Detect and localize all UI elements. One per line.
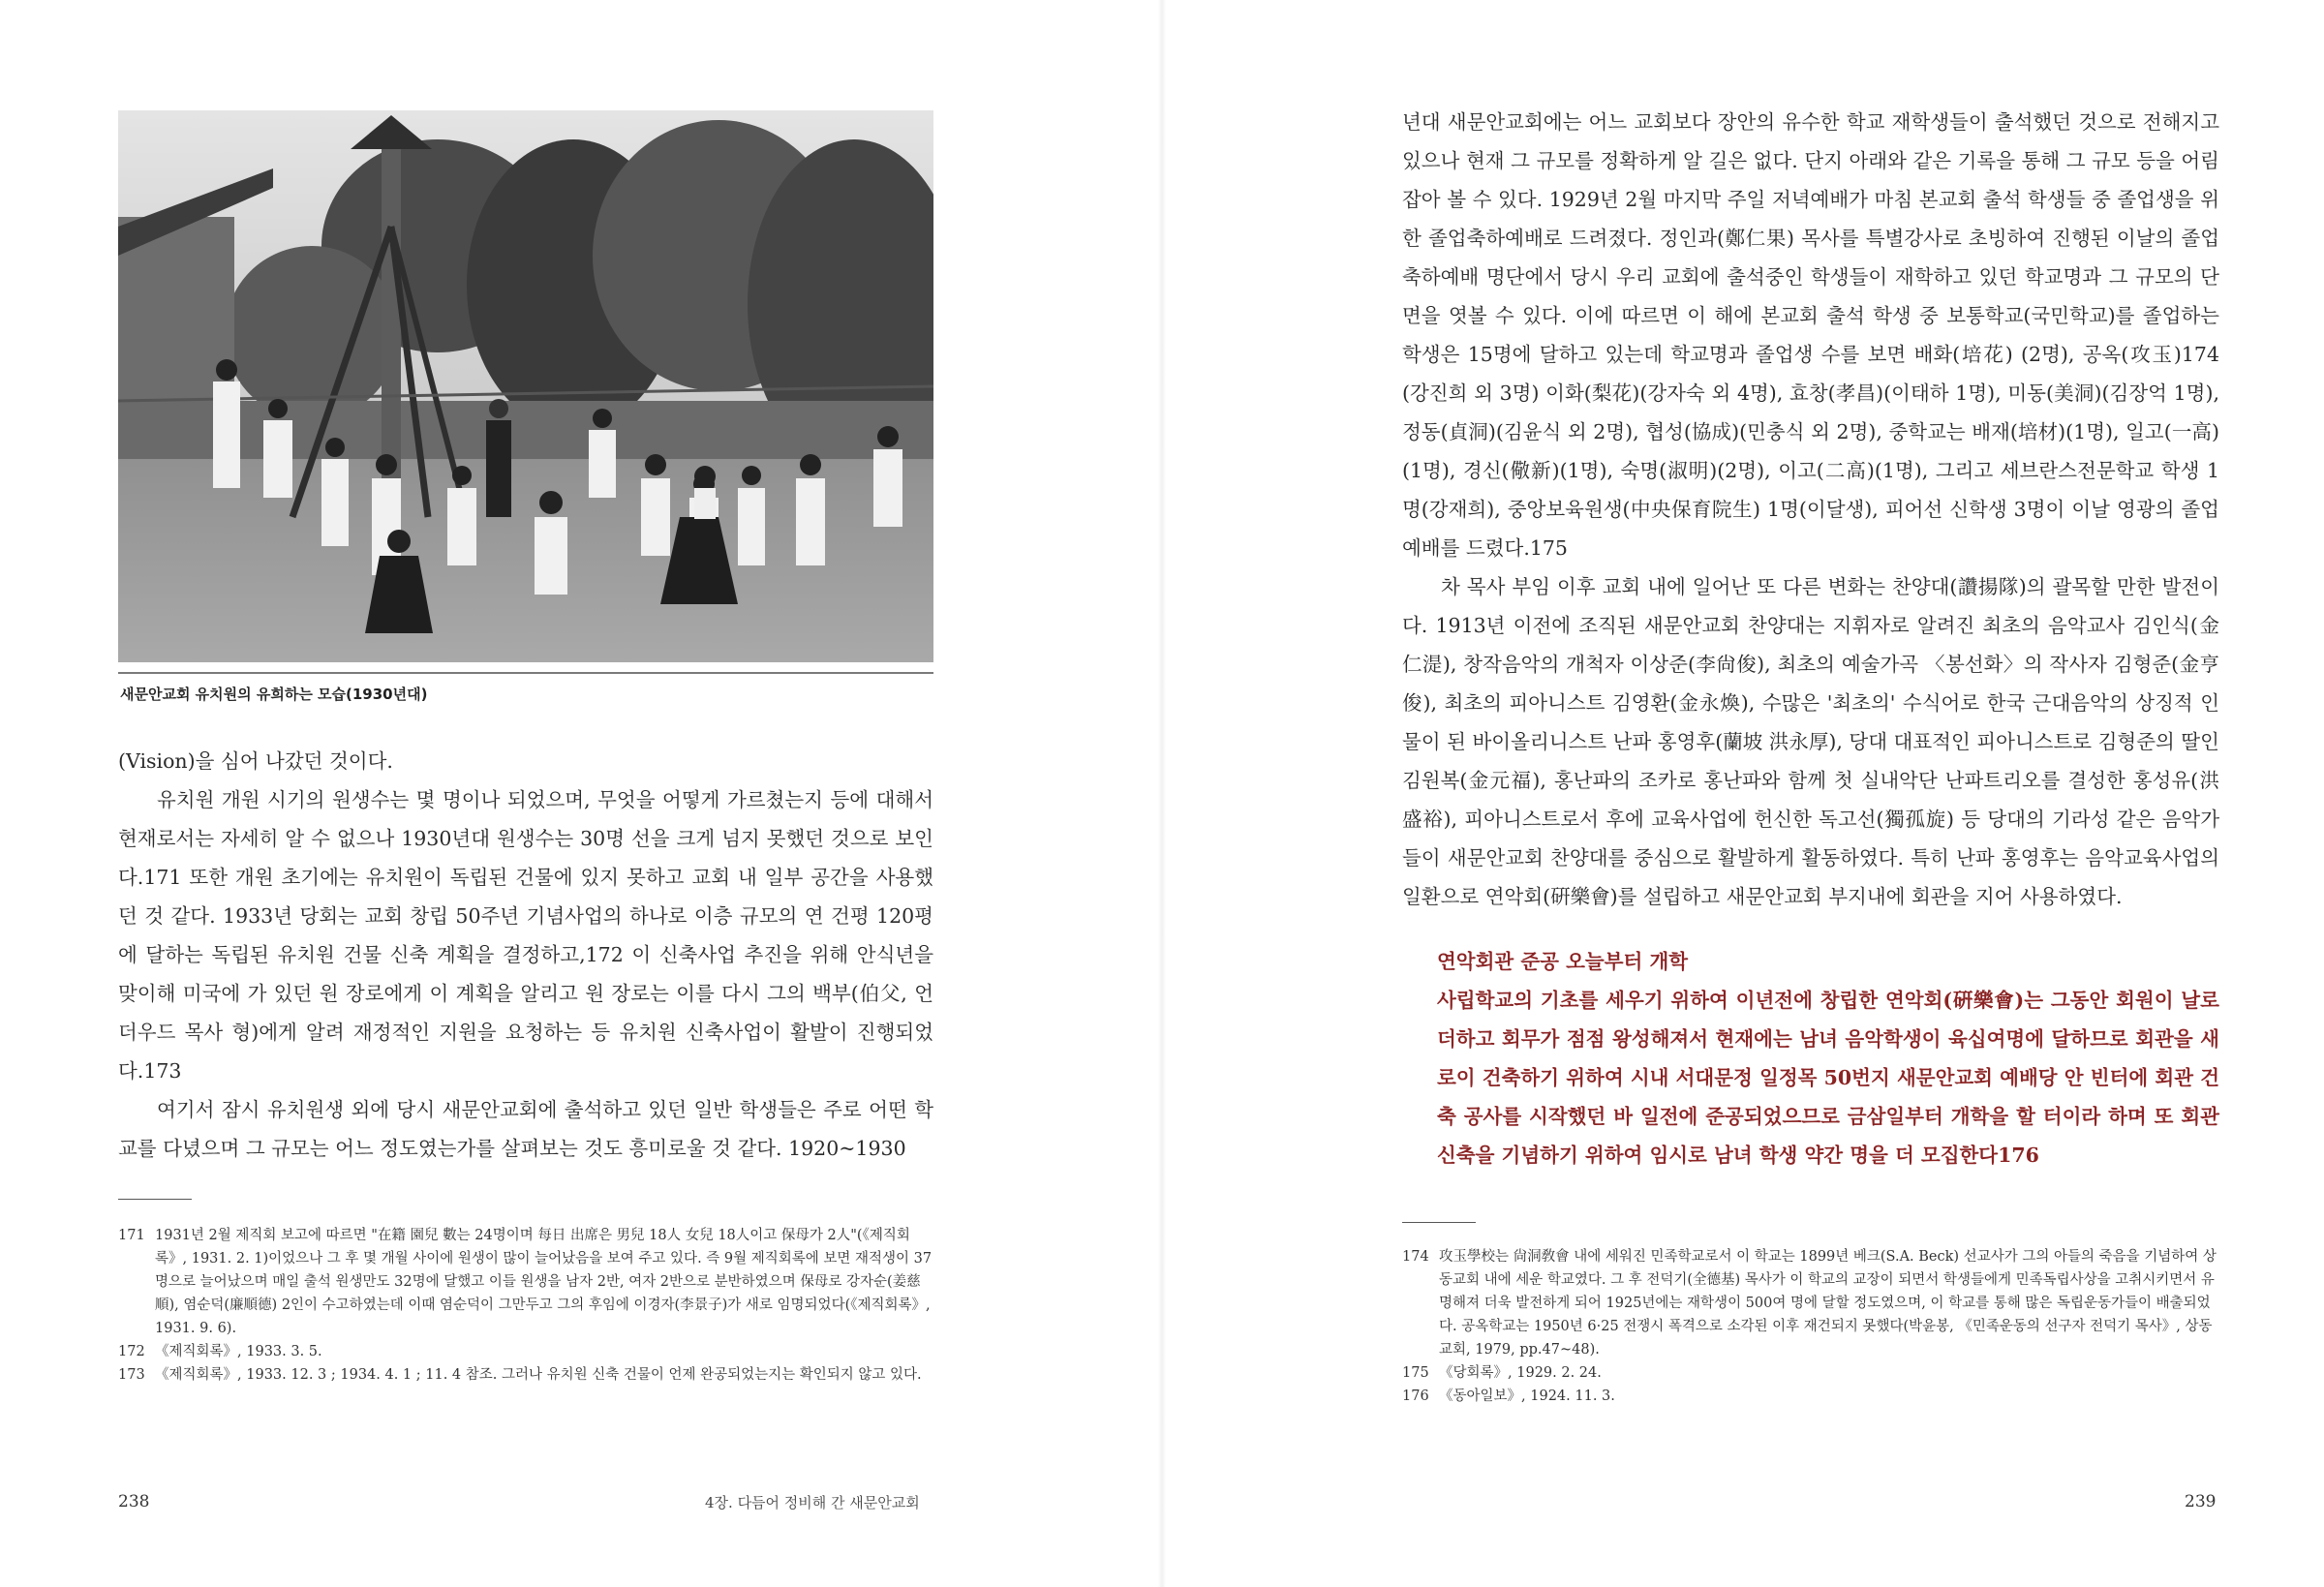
footnote-number: 175 [1402, 1365, 1429, 1381]
page-number-left: 238 [118, 1492, 150, 1511]
footnote [1402, 1385, 2219, 1408]
right-body-text [1402, 103, 2219, 916]
right-footnotes [1402, 1245, 2219, 1408]
kindergarten-photo [118, 110, 933, 662]
newspaper-quote [1437, 942, 2219, 1175]
footnote-number: 173 [118, 1367, 145, 1383]
footnote [118, 1340, 933, 1363]
paragraph: 여기서 잠시 유치원생 외에 당시 새문안교회에 출석하고 있던 일반 학생들은 주로 어떤 학교를 다녔으며 그 규모는 어느 정도였는가를 살펴보는 것도 흥미로울 것 같다. 1920~1930 [118, 1098, 933, 1160]
footnote-rule [1402, 1222, 1476, 1223]
footnote-number: 176 [1402, 1389, 1429, 1404]
footnote-text: 《제직회록》, 1933. 3. 5. [155, 1344, 322, 1359]
footnote-rule [118, 1199, 192, 1200]
footnote-text: 攻玉學校는 尙洞敎會 내에 세워진 민족학교로서 이 학교는 1899년 베크(S.A. Beck) 선교사가 그의 아들의 죽음을 기념하여 상동교회 내에 세운 학교였다. 그 후 전덕기(全德基) 목사가 이 학교의 교장이 되면서 학생들에게 민족독립사상을 고취시키면서 유명해져 더욱 발전하게 되어 1925년에는 재학생이 500여 명에 달할 정도였으며, 이 학교를 통해 많은 독립운동가들이 배출되었다. 공옥학교는 1950년 6·25 전쟁시 폭격으로 소각된 이후 재건되지 못했다(박윤봉, 《민족운동의 선구자 전덕기 목사》, 상동교회, 1979, pp.47~48). [1439, 1249, 2217, 1358]
left-footnotes [118, 1224, 933, 1387]
paragraph: 유치원 개원 시기의 원생수는 몇 명이나 되었으며, 무엇을 어떻게 가르쳤는지 등에 대해서 현재로서는 자세히 알 수 없으나 1930년대 원생수는 30명 선을 크게 넘지 못했던 것으로 보인다.171 또한 개원 초기에는 유치원이 독립된 건물에 있지 못하고 교회 내 일부 공간을 사용했던 것 같다. 1933년 당회는 교회 창립 50주년 기념사업의 하나로 이층 규모의 연 건평 120평에 달하는 독립된 유치원 건물 신축 계획을 결정하고,172 이 신축사업 추진을 위해 안식년을 맞이해 미국에 가 있던 원 장로에게 이 계획을 알리고 원 장로는 이를 다시 그의 백부(伯父, 언더우드 목사 형)에게 알려 재정적인 지원을 요청하는 등 유치원 신축사업이 활발이 진행되었다.173 [118, 788, 933, 1083]
running-head: 4장. 다듬어 정비해 간 새문안교회 [705, 1494, 920, 1511]
footnote [1402, 1245, 2219, 1361]
paragraph: (Vision)을 심어 나갔던 것이다. [118, 749, 393, 773]
footnote [118, 1224, 933, 1340]
caption-rule [118, 672, 933, 674]
paragraph: 년대 새문안교회에는 어느 교회보다 장안의 유수한 학교 재학생들이 출석했던 것으로 전해지고 있으나 현재 그 규모를 정확하게 알 길은 없다. 단지 아래와 같은 기록을 통해 그 규모 등을 어림잡아 볼 수 있다. 1929년 2월 마지막 주일 저녁예배가 마침 본교회 출석 학생들 중 졸업생을 위한 졸업축하예배로 드려졌다. 정인과(鄭仁果) 목사를 특별강사로 초빙하여 진행된 이날의 졸업축하예배 명단에서 당시 우리 교회에 출석중인 학생들이 재학하고 있던 학교명과 그 규모의 단면을 엿볼 수 있다. 이에 따르면 이 해에 본교회 출석 학생 중 보통학교(국민학교)를 졸업하는 학생은 15명에 달하고 있는데 학교명과 졸업생 수를 보면 배화(培花) (2명), 공옥(攻玉)174 (강진희 외 3명) 이화(梨花)(강자숙 외 4명), 효창(孝昌)(이태하 1명), 미동(美洞)(김장억 1명), 정동(貞洞)(김윤식 외 2명), 협성(協成)(민충식 외 2명), 중학교는 배재(培材)(1명), 일고(一高)(1명), 경신(儆新)(1명), 숙명(淑明)(2명), 이고(二高)(1명), 그리고 세브란스전문학교 학생 1명(강재희), 중앙보육원생(中央保育院生) 1명(이달생), 피어선 신학생 3명이 이날 영광의 졸업예배를 드렸다.175 [1402, 110, 2219, 560]
paragraph: 차 목사 부임 이후 교회 내에 일어난 또 다른 변화는 찬양대(讚揚隊)의 괄목할 만한 발전이다. 1913년 이전에 조직된 새문안교회 찬양대는 지휘자로 알려진 최초의 음악교사 김인식(金仁湜), 창작음악의 개척자 이상준(李尙俊), 최초의 예술가곡 〈봉선화〉의 작사자 김형준(金亨俊), 최초의 피아니스트 김영환(金永煥), 수많은 '최초의' 수식어로 한국 근대음악의 상징적 인물이 된 바이올리니스트 난파 홍영후(蘭坡 洪永厚), 당대 대표적인 피아니스트로 김형준의 딸인 김원복(金元福), 홍난파의 조카로 홍난파와 함께 첫 실내악단 난파트리오를 결성한 홍성유(洪盛裕), 피아니스트로서 후에 교육사업에 헌신한 독고선(獨孤旋) 등 당대의 기라성 같은 음악가들이 새문안교회 찬양대를 중심으로 활발하게 활동하였다. 특히 난파 홍영후는 음악교육사업의 일환으로 연악회(硏樂會)를 설립하고 새문안교회 부지내에 회관을 지어 사용하였다. [1402, 575, 2219, 908]
footnote-text: 《당회록》, 1929. 2. 24. [1439, 1365, 1602, 1381]
footnote-number: 172 [118, 1344, 145, 1359]
footnote-number: 174 [1402, 1249, 1429, 1265]
footnote-text: 《제직회록》, 1933. 12. 3 ; 1934. 4. 1 ; 11. 4 참조. 그러나 유치원 신축 건물이 언제 완공되었는지는 확인되지 않고 있다. [155, 1367, 922, 1383]
footnote-number: 171 [118, 1228, 145, 1243]
footnote-text: 《동아일보》, 1924. 11. 3. [1439, 1389, 1615, 1404]
left-body-text [118, 742, 933, 1168]
page-number-right: 239 [2185, 1492, 2217, 1511]
quote-title: 연악회관 준공 오늘부터 개학 [1437, 950, 1689, 973]
footnote [118, 1363, 933, 1387]
right-page [1162, 0, 2324, 1587]
footnote-text: 1931년 2월 제직회 보고에 따르면 "在籍 園兒 數는 24명이며 每日 出席은 男兒 18人 女兒 18人이고 保母가 2人"(《제직회록》, 1931. 2. 1)이었으나 그 후 몇 개월 사이에 원생이 많이 늘어났음을 보여 주고 있다. 즉 9월 제직회록에 보면 재적생이 37명으로 늘어났으며 매일 출석 원생만도 32명에 달했고 이들 원생을 남자 2반, 여자 2반으로 분반하였으며 保母로 강자순(姜慈順), 염순덕(廉順德) 2인이 수고하였는데 이때 염순덕이 그만두고 그의 후임에 이경자(李景子)가 새로 임명되었다(《제직회록》, 1931. 9. 6). [155, 1228, 933, 1336]
footnote [1402, 1361, 2219, 1385]
photo-caption: 새문안교회 유치원의 유희하는 모습(1930년대) [120, 686, 428, 703]
quote-body: 사립학교의 기초를 세우기 위하여 이년전에 창립한 연악회(硏樂會)는 그동안 회원이 날로 더하고 회무가 점점 왕성해져서 현재에는 남녀 음악학생이 육십여명에 달하므로 회관을 새로이 건축하기 위하여 시내 서대문정 일정목 50번지 새문안교회 예배당 안 빈터에 회관 건축 공사를 시작했던 바 일전에 준공되었으므로 금삼일부터 개학을 할 터이라 하며 또 회관신축을 기념하기 위하여 임시로 남녀 학생 약간 명을 더 모집한다176 [1437, 989, 2219, 1167]
